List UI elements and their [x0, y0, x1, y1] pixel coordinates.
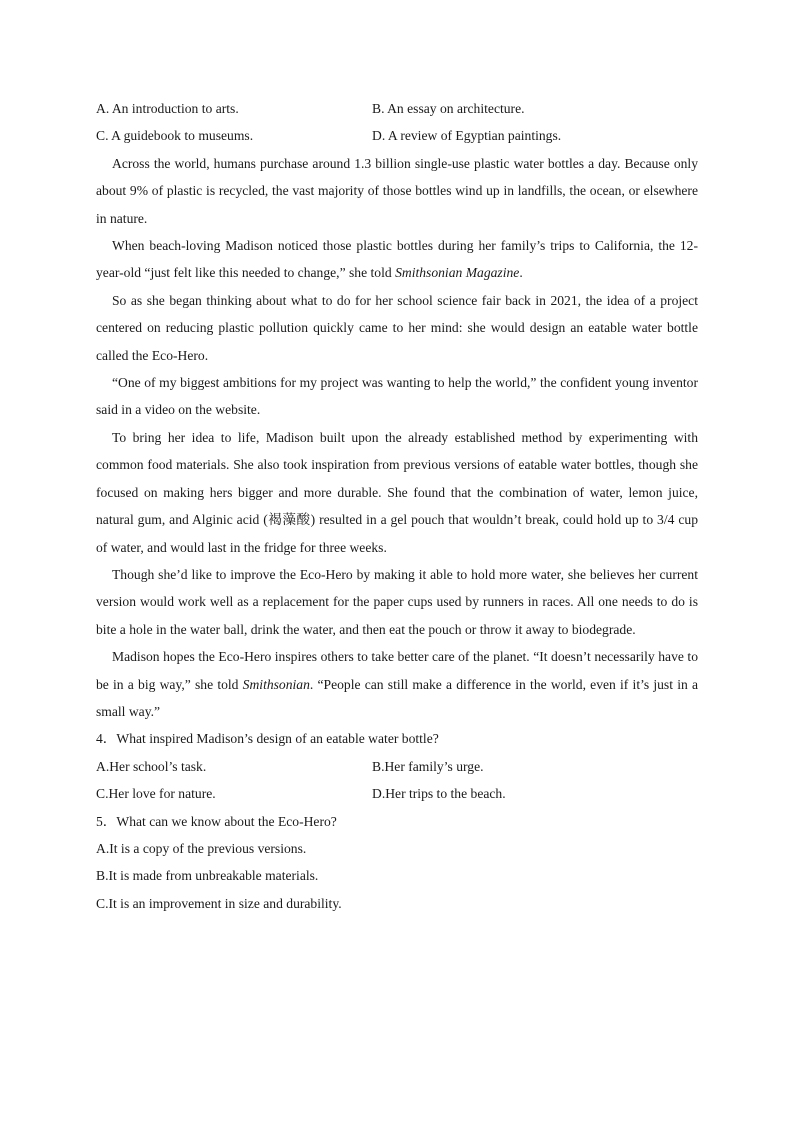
q5-option-b[interactable]: B.It is made from unbreakable materials. [96, 868, 319, 884]
q4-options-row-1 [96, 753, 698, 780]
question-4-stem: 4．What inspired Madison’s design of an eatable water bottle? [96, 731, 439, 747]
q4-option-a[interactable]: A.Her school’s task. [96, 758, 207, 774]
prev-option-b[interactable]: B. An essay on architecture. [372, 101, 525, 116]
q5-option-c[interactable]: C.It is an improvement in size and durability. [96, 895, 342, 911]
passage-paragraph-1: Across the world, humans purchase around 1.3 billion single-use plastic water bottles a day. Because only about 9% of plastic is recycled, the vast majority of those bottles wind up in landfills, the ocean, or elsewhere in nature. [96, 155, 698, 226]
question-5-stem: 5．What can we know about the Eco-Hero? [96, 813, 337, 829]
prev-options-row-2 [96, 122, 698, 149]
document-content [96, 95, 698, 917]
q4-option-c[interactable]: C.Her love for nature. [96, 786, 216, 802]
paragraph-2-end: . [519, 265, 523, 281]
q4-option-d[interactable]: D.Her trips to the beach. [372, 786, 506, 802]
passage-paragraph-6: Though she’d like to improve the Eco-Hero by making it able to hold more water, she believes her current version would work well as a replacement for the paper cups used by runners in races. All one needs to do is bite a hole in the water ball, drink the water, and then eat the pouch or throw it away to biodegrade. [96, 566, 698, 637]
q4-option-b[interactable]: B.Her family’s urge. [372, 758, 484, 774]
q5-option-a[interactable]: A.It is a copy of the previous versions. [96, 840, 307, 856]
smithsonian-title: Smithsonian [242, 676, 310, 692]
q4-options-row-2 [96, 780, 698, 807]
passage-paragraph-3: So as she began thinking about what to do for her school science fair back in 2021, the idea of a project centered on reducing plastic pollution quickly came to her mind: she would design an eatable water bottle called the Eco-Hero. [96, 292, 698, 363]
prev-option-c[interactable]: C. A guidebook to museums. [96, 128, 254, 144]
prev-option-d[interactable]: D. A review of Egyptian paintings. [372, 128, 562, 144]
paragraph-7-text: Madison hopes the Eco-Hero inspires others to take better care of the planet. “It doesn’t necessarily have to be in a big way,” she told [96, 649, 698, 692]
passage-paragraph-7 [96, 643, 698, 725]
passage-paragraph-5: To bring her idea to life, Madison built upon the already established method by experimenting with common food materials. She also took inspiration from previous versions of eatable water bottles, though she focused on making hers bigger and more durable. She found that the combination of water, lemon juice, natural gum, and Alginic acid (褐藻酸) resulted in a gel pouch that wouldn’t break, could hold up to 3/4 cup of water, and would last in the fridge for three weeks. [96, 429, 698, 555]
prev-option-a[interactable]: A. An introduction to arts. [96, 101, 239, 116]
paragraph-2-text: When beach-loving Madison noticed those plastic bottles during her family’s trips to California, the 12-year-old “just felt like this needed to change,” she told [96, 238, 698, 281]
passage-paragraph-2 [96, 232, 698, 287]
passage-paragraph-4: “One of my biggest ambitions for my project was wanting to help the world,” the confident young inventor said in a video on the website. [96, 375, 698, 418]
prev-options-row-1 [96, 95, 698, 122]
magazine-title: Smithsonian Magazine [395, 265, 520, 281]
paragraph-7-end: . “People can still make a difference in the world, even if it’s just in a small way.” [96, 676, 699, 719]
